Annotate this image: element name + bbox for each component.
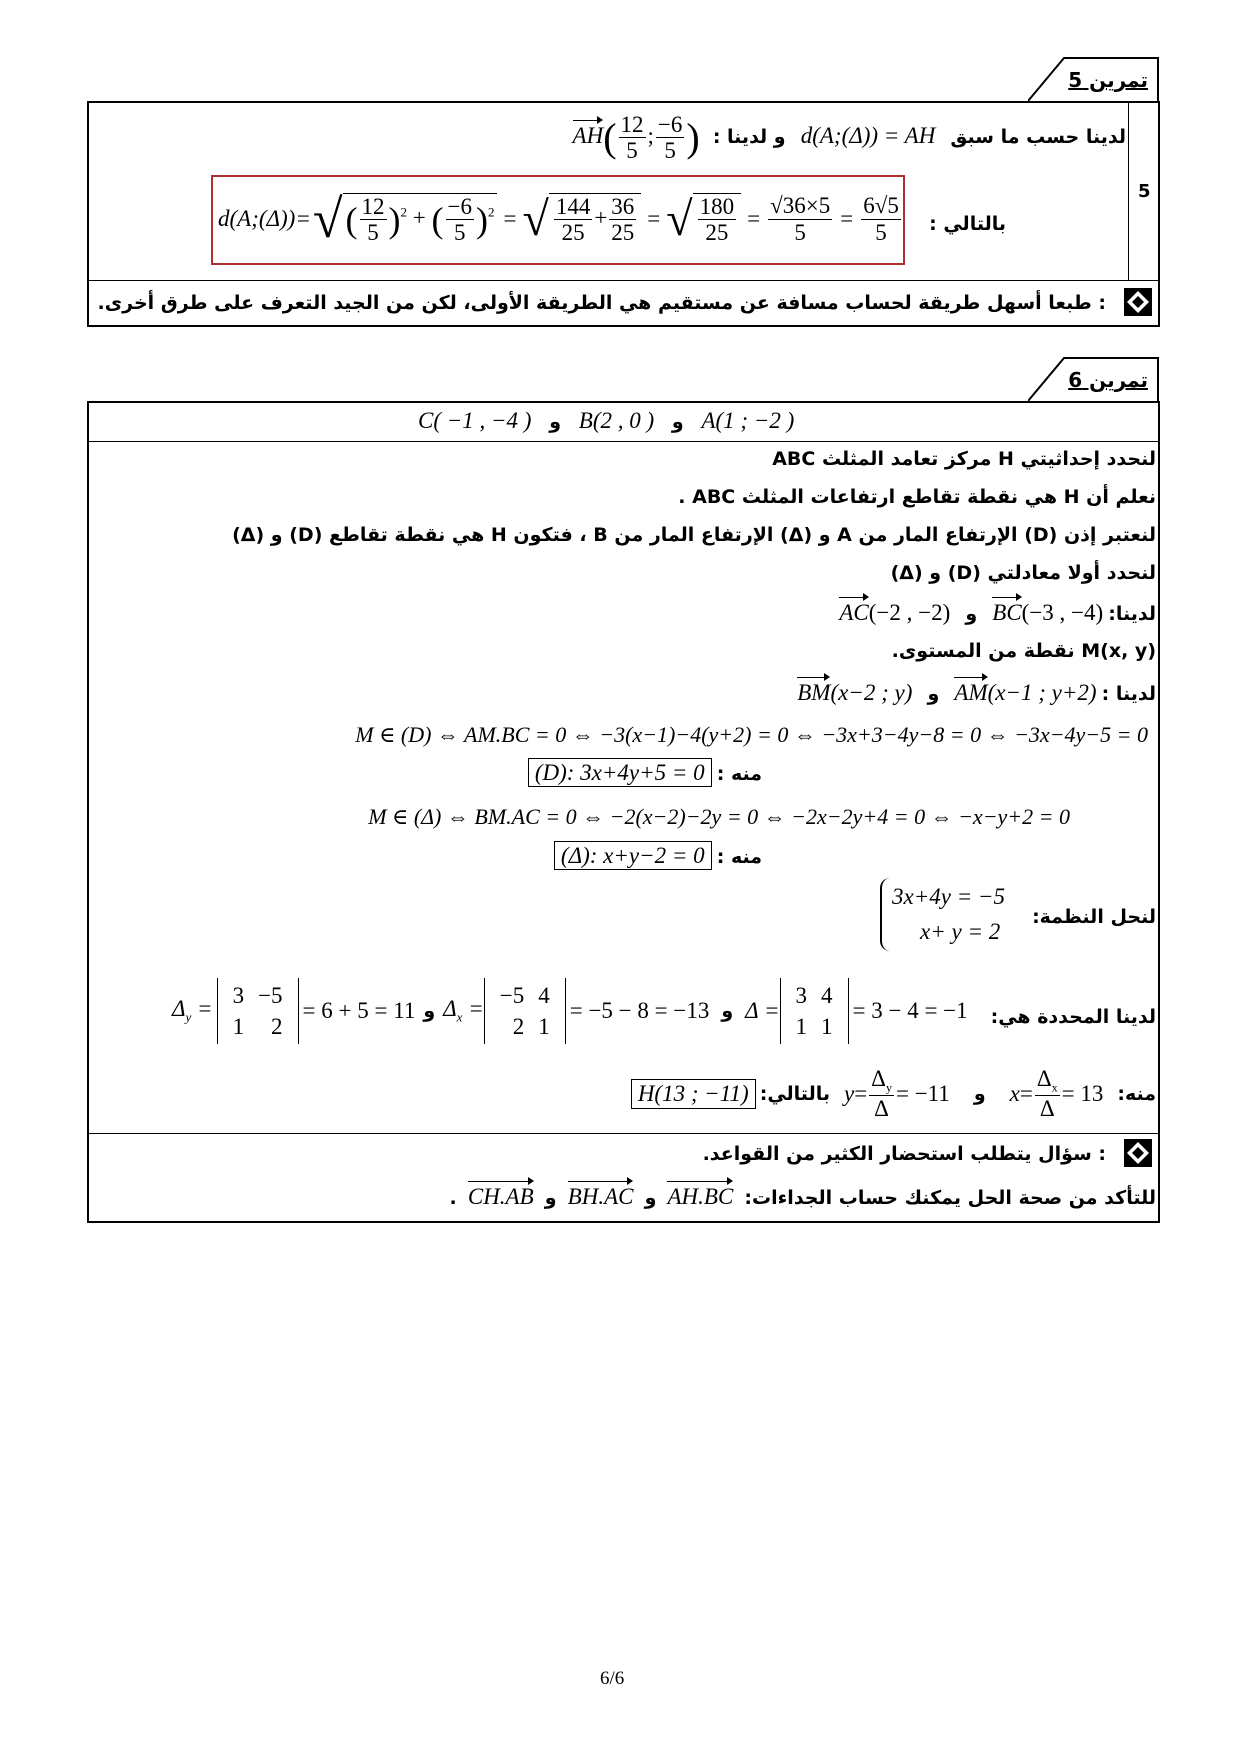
equation-D: (D): 3x+4y+5 = 0 [528, 758, 712, 787]
note-divider [88, 1133, 1159, 1134]
point-C: C( −1 , −4 ) [418, 408, 532, 433]
eq-D-derivation: M ∈ (D) ⇔ AM.BC = 0 ⇔ −3(x−1)−4(y+2) = 0 ⇔ −3x+3−4y−8 = 0 ⇔ −3x−4y−5 = 0 [355, 722, 1148, 747]
cell: 3 [795, 983, 807, 1008]
and-word: و [965, 603, 978, 625]
ex5-line1 [573, 112, 1126, 164]
note2-end: . [449, 1187, 457, 1209]
system-eq1: 3x+4y = −5 [892, 884, 1005, 909]
cell: 3 [232, 983, 245, 1008]
coord-den: 5 [626, 138, 638, 164]
product-BH-AC: BH.AC [567, 1184, 634, 1209]
ex5-line1-eq: d(A;(Δ)) = AH [800, 123, 936, 149]
cell: 1 [821, 1014, 833, 1040]
frac-den: 25 [705, 220, 729, 245]
solution-row: منه: x = $\frac{\Delta_x}{\Delta}$ = 13 و y = $\frac{\Delta_y}{\Delta}$ = −11 بالتالي: H(13 ; −11) [631, 1066, 1156, 1121]
distance-lhs: d(A;(Δ))= [218, 206, 311, 231]
line7-label: لدينا : [1101, 683, 1156, 705]
and-word: و [927, 683, 940, 705]
vector-BC: BC [992, 600, 1022, 625]
det-y-matrix [217, 978, 299, 1044]
ex6-points [418, 408, 794, 434]
vector-AM-value: (x−1 ; y+2) [987, 680, 1097, 705]
system-eq2: x+ y = 2 [920, 918, 1001, 944]
y-value: = −11 [895, 1080, 950, 1106]
vector-AC-value: (−2 , −2) [868, 600, 951, 625]
vector-BC-value: (−3 , −4) [1021, 600, 1104, 625]
result-label: منه : [716, 763, 762, 785]
and-word: و [549, 411, 562, 433]
vector-AC: AC [839, 600, 869, 625]
ex6-line7 [797, 680, 1156, 706]
tip-icon [1124, 288, 1152, 316]
frac-den: 5 [453, 220, 466, 245]
frac-den: 5 [794, 219, 806, 245]
ex6-note1 [703, 1143, 1106, 1165]
tip-icon [1124, 1139, 1152, 1167]
cell: 2 [271, 1014, 283, 1040]
note-divider [88, 280, 1159, 281]
and-word: و [973, 1082, 986, 1105]
point-B: B(2 , 0 ) [578, 408, 655, 433]
frac-den: 5 [367, 220, 379, 245]
coord-den: 5 [664, 138, 676, 164]
frac-den: 25 [561, 220, 585, 245]
product-CH-AB: CH.AB [467, 1184, 534, 1209]
note-text: سؤال يتطلب استحضار الكثير من القواعد. [702, 1143, 1092, 1165]
vector-BM-value: (x−2 ; y) [830, 680, 913, 705]
number-column-divider [1128, 102, 1129, 280]
and-word: و [544, 1187, 557, 1209]
frac-num: 12 [361, 193, 385, 219]
det-matrix [780, 978, 849, 1044]
cell: −5 [499, 983, 525, 1008]
exercise-5-number: 5 [1138, 181, 1151, 202]
exercise-6-title: تمرين 6 [1068, 368, 1148, 392]
note2-label: للتأكد من صحة الحل يمكنك حساب الجداءات: [744, 1187, 1156, 1209]
point-H-result: H(13 ; −11) [631, 1079, 756, 1109]
frac-num: 180 [699, 193, 735, 219]
page-number: 6/6 [600, 1668, 625, 1689]
equation-system [880, 878, 1011, 951]
note-colon: : [1098, 1143, 1106, 1165]
vector-AM: AM [954, 680, 988, 705]
determinants-row: $\Delta_y$ = 3 −5 1 2 = 6 + 5 = 11 و $\Delta_x$ = −5 4 2 1 = −5 − 8 = −13 و Δ = 3 4 1 1 = 3 − 4 = −1 [172, 978, 968, 1044]
frac-num: 6√5 [863, 193, 899, 219]
ex5-note [98, 292, 1106, 314]
and-word: و [644, 1187, 657, 1209]
frac-num: 144 [555, 193, 591, 219]
exercise-5-tab [1028, 56, 1160, 96]
cell: 1 [538, 1014, 550, 1040]
ex6-line5 [839, 600, 1156, 626]
equation-Delta: (Δ): x+y−2 = 0 [554, 841, 712, 870]
det-label: لدينا المحددة هي: [990, 1006, 1156, 1028]
ex5-line2-label: بالتالي : [929, 213, 1006, 235]
point-A: A(1 ; −2 ) [701, 408, 795, 433]
result-label: منه : [716, 846, 762, 868]
frac-num: 36 [611, 193, 635, 219]
result-D [528, 760, 762, 786]
frac-num: −6 [447, 193, 472, 219]
note-text: طبعا أسهل طريقة لحساب مسافة عن مستقيم هي الطريقة الأولى، لكن من الجيد التعرف على طرق أخرى. [97, 292, 1092, 314]
ex5-line1-text: لدينا حسب ما سبق [950, 126, 1126, 149]
cell: 4 [821, 983, 833, 1008]
and-word: و [721, 1000, 734, 1023]
points-divider [88, 441, 1159, 442]
note-colon: : [1098, 292, 1106, 314]
frac-den: 5 [875, 219, 887, 245]
x-value: = 13 [1061, 1080, 1104, 1106]
det-x-result: = −5 − 8 = −13 [569, 998, 710, 1024]
solution-label: منه: [1117, 1082, 1156, 1105]
ex5-distance-formula: d(A;(Δ))= √ ( $\frac{12}{5}$ )$^2$ + ( $\frac{-6}{5}$ )$^2$ = √ $\frac{144}{25}$ + $\frac{36}{25}$ = √ $\frac{180}{25}$ = $\frac{√36\times 5}{5}$ = $\frac{6√5}{5}$ [218, 189, 899, 249]
exercise-5-title: تمرين 5 [1068, 68, 1148, 92]
product-AH-BC: AH.BC [667, 1184, 734, 1209]
then-label: بالتالي: [759, 1082, 830, 1105]
det-x-matrix [484, 978, 566, 1044]
coord-num: 12 [620, 112, 644, 137]
ex6-line1: لنحدد إحداثيتي H مركز تعامد المثلث ABC [772, 448, 1156, 470]
and-word: و [423, 1000, 436, 1023]
cell: 1 [795, 1014, 807, 1040]
det-result: = 3 − 4 = −1 [852, 998, 968, 1024]
cell: 1 [232, 1014, 245, 1040]
vector-AH: AH [572, 123, 604, 149]
ex6-line3: لنعتبر إذن (D) الإرتفاع المار من A و (Δ) الإرتفاع المار من B ، فتكون H هي نقطة تقاطع (D) و (Δ) [232, 524, 1156, 546]
exercise-6-tab [1028, 356, 1160, 396]
vector-BM: BM [797, 680, 831, 705]
frac-den: 25 [611, 220, 635, 245]
result-Delta [554, 843, 762, 869]
sqrt-content: ( $\frac{12}{5}$ )$^2$ + ( $\frac{-6}{5}$ )$^2$ [343, 193, 498, 246]
cell: 4 [538, 983, 550, 1008]
frac-num: √36×5 [770, 193, 831, 219]
eq-Delta-derivation: M ∈ (Δ) ⇔ BM.AC = 0 ⇔ −2(x−2)−2y = 0 ⇔ −2x−2y+4 = 0 ⇔ −x−y+2 = 0 [368, 804, 1070, 829]
det-y-result: = 6 + 5 = 11 [302, 998, 416, 1024]
line5-label: لدينا: [1108, 603, 1156, 625]
ex6-line4: لنحدد أولا معادلتي (D) و (Δ) [890, 562, 1156, 584]
ex6-line6: M(x, y) نقطة من المستوى. [891, 640, 1156, 662]
coord-num: −6 [657, 112, 683, 137]
cell: 2 [512, 1014, 525, 1040]
ex5-line1-vector: AH( $\frac{12}{5}$ ; $\frac{-6}{5}$ ) [572, 112, 700, 164]
system-label: لنحل النظمة: [1032, 906, 1156, 928]
ex6-line2: نعلم أن H هي نقطة تقاطع ارتفاعات المثلث ABC . [678, 486, 1156, 508]
ex5-line1-and: و لدينا : [712, 126, 786, 149]
ex6-note2 [450, 1184, 1156, 1210]
and-word: و [671, 411, 684, 433]
cell: −5 [258, 983, 283, 1008]
